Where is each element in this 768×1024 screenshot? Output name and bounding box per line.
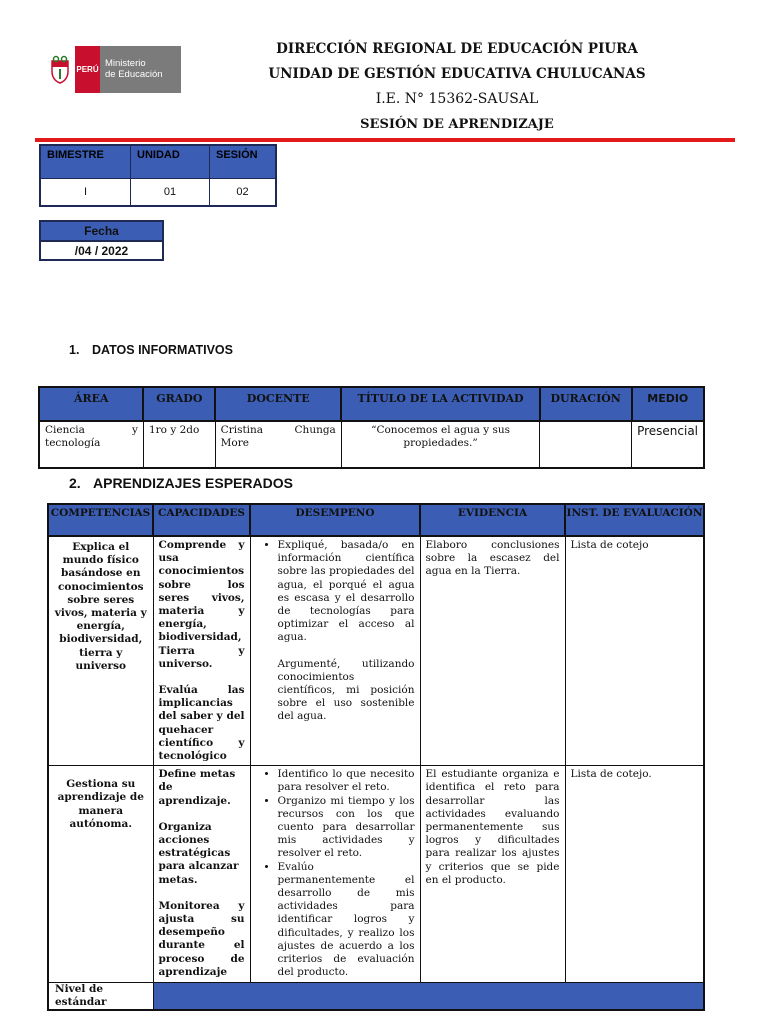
- aprendizajes-table: [47, 503, 705, 1011]
- capacidad-1-2: Evalúa las implicancias del saber y del quehacer científico y tecnológico: [158, 684, 245, 763]
- header-ugel: UNIDAD DE GESTIÓN EDUCATIVA CHULUCANAS: [268, 66, 646, 82]
- sesion-value: 02: [210, 179, 277, 207]
- desempeno-2: [250, 766, 420, 982]
- nivel-estandar-label: Nivel de estándar: [48, 982, 153, 1010]
- col-instrumento: INST. DE EVALUACIÓN: [565, 504, 704, 536]
- header-divider: [35, 138, 735, 142]
- col-docente: DOCENTE: [215, 387, 341, 421]
- desempeno-2-1: • Identifico lo que necesito para resolver el reto.: [278, 768, 415, 794]
- capacidades-2: [153, 766, 250, 982]
- capacidad-2-3: Monitorea y ajusta su desempeño durante el proceso de aprendizaje: [158, 899, 245, 978]
- desempeno-2-3: • Evalúo permanentemente el desarrollo de mis actividades para identificar logros y dificultades, y realizo los ajustes de acuerdo a los criterios de evaluación del producto.: [278, 861, 415, 980]
- desempeno-1-1: • Expliqué, basada/o en información científica sobre las propiedades del agua, el porqué el agua es escasa y el desarrollo de tecnologías para optimizar el acceso al agua.: [278, 539, 415, 645]
- session-info-table: [39, 144, 277, 207]
- table-row: [48, 536, 704, 766]
- section1-title: DATOS INFORMATIVOS: [92, 343, 233, 357]
- capacidades-1: [153, 536, 250, 766]
- competencia-1: Explica el mundo físico basándose en conocimientos sobre seres vivos, materia y energía, biodiversidad, tierra y universo: [48, 536, 153, 766]
- table-row: [48, 766, 704, 982]
- duracion-value: [540, 421, 632, 468]
- capacidad-2-2: Organiza acciones estratégicas para alcanzar metas.: [158, 820, 239, 886]
- medio-value: Presencial: [632, 421, 704, 468]
- section1-number: 1.: [69, 343, 80, 357]
- col-unidad: UNIDAD: [131, 145, 210, 179]
- nivel-estandar-row: [48, 982, 704, 1010]
- peru-coat-of-arms-icon: [45, 46, 75, 93]
- datos-informativos-table: [38, 386, 705, 469]
- logo-ministry: [100, 46, 181, 93]
- header-session-title: SESIÓN DE APRENDIZAJE: [360, 117, 554, 132]
- area-value: Ciencia y tecnología: [39, 421, 143, 468]
- capacidad-2-1: Define metas de aprendizaje.: [158, 768, 236, 807]
- col-medio: [632, 387, 704, 421]
- section2-number: 2.: [69, 475, 81, 491]
- titulo-value: “Conocemos el agua y sus propiedades.”: [341, 421, 539, 468]
- col-medio-label: MEDIO: [647, 392, 689, 405]
- col-area: ÁREA: [39, 387, 143, 421]
- capacidad-1-1: Comprende y usa conocimientos sobre los seres vivos, materia y energía, biodiversidad, Tierra y universo.: [158, 539, 245, 670]
- date-label: Fecha: [40, 221, 163, 241]
- grado-value: 1ro y 2do: [143, 421, 215, 468]
- col-capacidades: CAPACIDADES: [153, 504, 250, 536]
- date-table: [39, 220, 164, 261]
- logo-ministry-line2: de Educación: [105, 69, 163, 80]
- header-school: I.E. N° 15362-SAUSAL: [375, 91, 539, 107]
- col-desempeno: DESEMPENO: [250, 504, 420, 536]
- section2-title: APRENDIZAJES ESPERADOS: [93, 475, 293, 491]
- col-grado: GRADO: [143, 387, 215, 421]
- col-competencias: COMPETENCIAS: [48, 504, 153, 536]
- instrumento-2: Lista de cotejo.: [565, 766, 704, 982]
- header-regional-direction: DIRECCIÓN REGIONAL DE EDUCACIÓN PIURA: [276, 41, 638, 57]
- unidad-value: 01: [131, 179, 210, 207]
- logo-ministry-line1: Ministerio: [105, 58, 146, 69]
- col-bimestre: BIMESTRE: [40, 145, 131, 179]
- nivel-estandar-value: [153, 982, 704, 1010]
- bimestre-value: I: [40, 179, 131, 207]
- col-titulo: TÍTULO DE LA ACTIVIDAD: [341, 387, 539, 421]
- evidencia-1: Elaboro conclusiones sobre la escasez del agua en la Tierra.: [420, 536, 565, 766]
- competencia-2: Gestiona su aprendizaje de manera autónoma.: [48, 766, 153, 982]
- col-sesion: SESIÓN: [210, 145, 277, 179]
- instrumento-1: Lista de cotejo: [565, 536, 704, 766]
- minedu-logo: [45, 46, 181, 93]
- col-duracion: DURACIÓN: [540, 387, 632, 421]
- docente-value: Cristina Chunga More: [215, 421, 341, 468]
- desempeno-2-2: • Organizo mi tiempo y los recursos con los que cuento para desarrollar mis actividades y resolver el reto.: [278, 795, 415, 861]
- col-evidencia: EVIDENCIA: [420, 504, 565, 536]
- date-value: /04 / 2022: [74, 243, 129, 258]
- desempeno-1: [250, 536, 420, 766]
- logo-country: PERÚ: [75, 46, 100, 93]
- evidencia-2: El estudiante organiza e identifica el reto para desarrollar las actividades evaluando permanentemente sus logros y dificultades para realizar los ajustes y criterios que se pide en el producto.: [420, 766, 565, 982]
- desempeno-1-2: Argumenté, utilizando conocimientos científicos, mi posición sobre el uso sostenible del agua.: [277, 657, 415, 723]
